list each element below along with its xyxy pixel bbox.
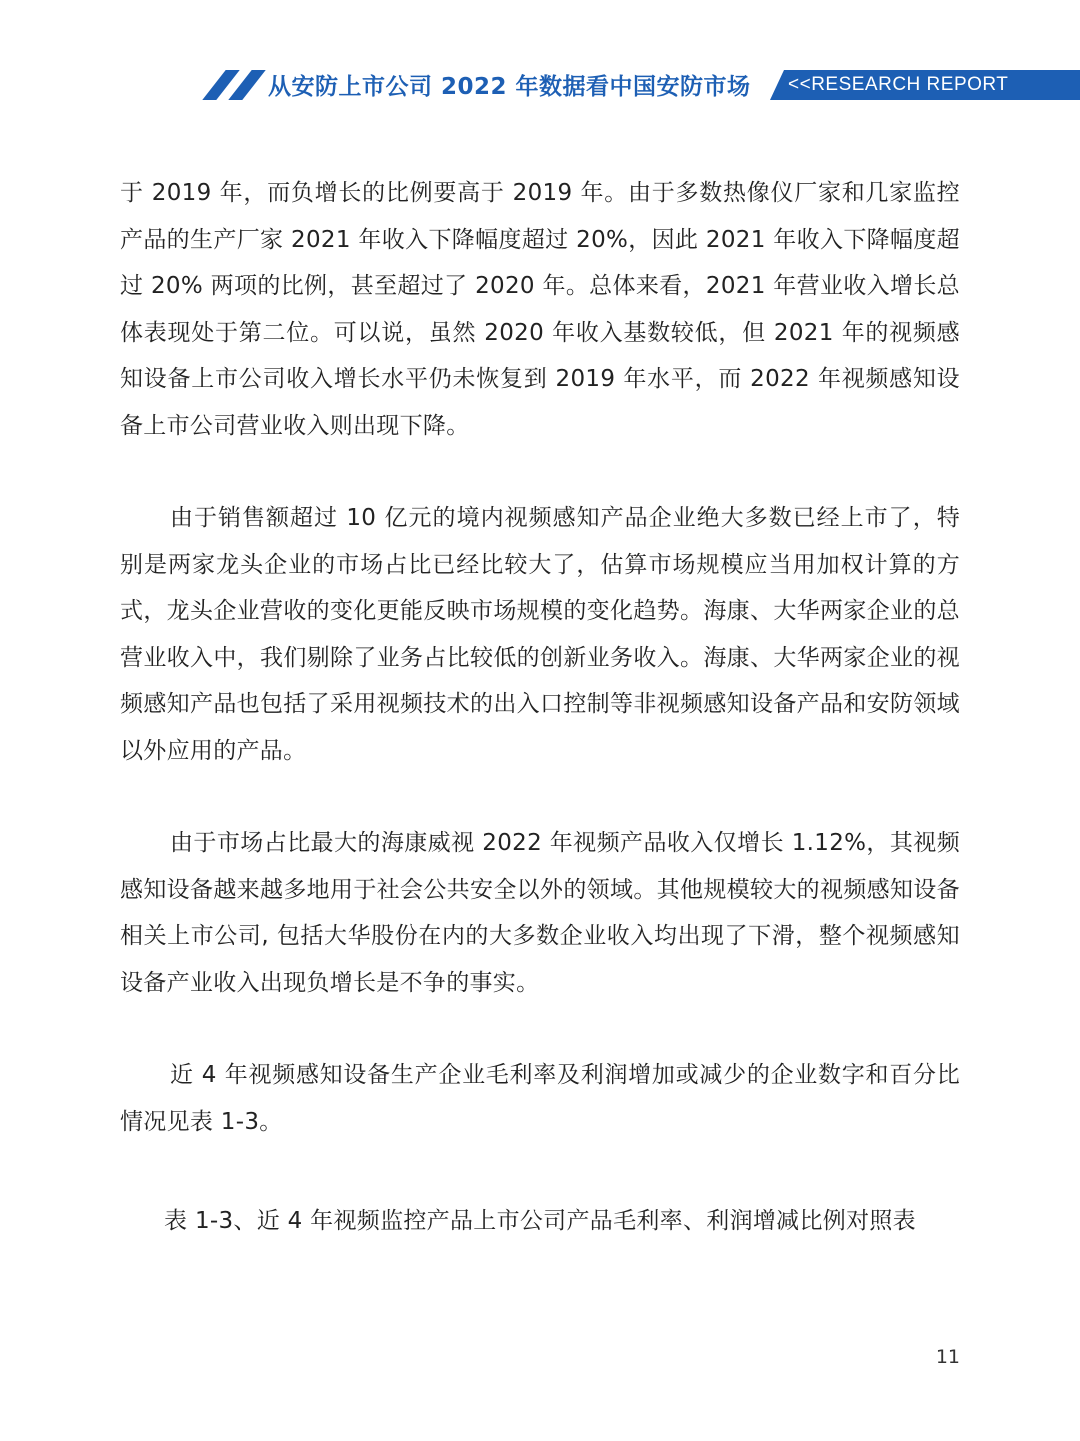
page-number: 11 (935, 1346, 960, 1368)
report-title: 从安防上市公司 2022 年数据看中国安防市场 (268, 74, 751, 100)
body-text (120, 170, 960, 1145)
page-header (0, 62, 1080, 108)
paragraph: 由于销售额超过 10 亿元的境内视频感知产品企业绝大多数已经上市了，特别是两家龙头企业的市场占比已经比较大了，估算市场规模应当用加权计算的方式，龙头企业营收的变化更能反映市场规模的变化趋势。海康、大华两家企业的总营业收入中，我们剔除了业务占比较低的创新业务收入。海康、大华两家企业的视频感知产品也包括了采用视频技术的出入口控制等非视频感知设备产品和安防领域以外应用的产品。 (120, 505, 960, 764)
research-report-tag: <<RESEARCH REPORT (788, 74, 1009, 95)
header-slash-icon (200, 70, 270, 100)
paragraph: 于 2019 年，而负增长的比例要高于 2019 年。由于多数热像仪厂家和几家监控产品的生产厂家 2021 年收入下降幅度超过 20%，因此 2021 年收入下降幅度超过 20% 两项的比例，甚至超过了 2020 年。总体来看，2021 年营业收入增长总体表现处于第二位。可以说，虽然 2020 年收入基数较低，但 2021 年的视频感知设备上市公司收入增长水平仍未恢复到 2019 年水平，而 2022 年视频感知设备上市公司营业收入则出现下降。 (120, 180, 960, 439)
paragraph: 近 4 年视频感知设备生产企业毛利率及利润增加或减少的企业数字和百分比情况见表 1-3。 (120, 1062, 960, 1135)
table-caption: 表 1-3、近 4 年视频监控产品上市公司产品毛利率、利润增减比例对照表 (164, 1208, 916, 1234)
paragraph: 由于市场占比最大的海康威视 2022 年视频产品收入仅增长 1.12%，其视频感知设备越来越多地用于社会公共安全以外的领域。其他规模较大的视频感知设备相关上市公司, 包括大华股份在内的大多数企业收入均出现了下滑，整个视频感知设备产业收入出现负增长是不争的事实。 (120, 830, 960, 996)
